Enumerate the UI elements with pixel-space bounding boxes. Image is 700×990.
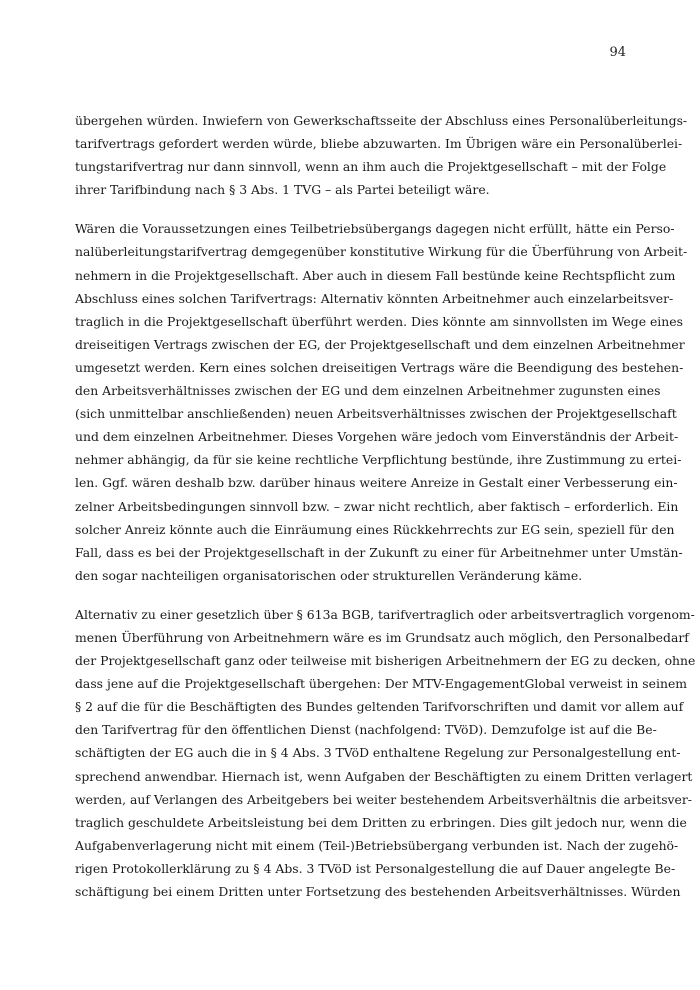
text-line: nehmern in die Projektgesellschaft. Aber auch in diesem Fall bestünde keine Rechtspflicht zum: [75, 267, 676, 283]
text-line: dass jene auf die Projektgesellschaft übergehen: Der MTV-EngagementGlobal verweist in seinem: [75, 676, 688, 692]
paragraph-1: [75, 109, 688, 201]
text-line: werden, auf Verlangen des Arbeitgebers bei weiter bestehendem Arbeitsverhältnis die arbeitsver-: [75, 791, 692, 807]
text-line: rigen Protokollerklärung zu § 4 Abs. 3 TVöD ist Personalgestellung die auf Dauer angelegte Be-: [75, 860, 676, 876]
paragraph-2: [75, 217, 688, 587]
text-line: traglich in die Projektgesellschaft überführt werden. Dies könnte am sinnvollsten im Wege eines: [75, 313, 683, 329]
text-line: (sich unmittelbar anschließenden) neuen Arbeitsverhältnisses zwischen der Projektgesellschaft: [75, 406, 677, 422]
text-line: schäftigten der EG auch die in § 4 Abs. 3 TVöD enthaltene Regelung zur Personalgestellung ent-: [75, 745, 681, 761]
text-line: ihrer Tarifbindung nach § 3 Abs. 1 TVG – als Partei beteiligt wäre.: [75, 182, 490, 198]
text-line: den Tarifvertrag für den öffentlichen Dienst (nachfolgend: TVöD). Demzufolge ist auf die Be-: [75, 722, 657, 738]
text-line: Aufgabenverlagerung nicht mit einem (Teil-)Betriebsübergang verbunden ist. Nach der zugehö-: [75, 837, 679, 853]
text-line: Alternativ zu einer gesetzlich über § 613a BGB, tarifvertraglich oder arbeitsvertraglich vorgenom-: [75, 606, 695, 622]
text-line: übergehen würden. Inwiefern von Gewerkschaftsseite der Abschluss eines Personalüberleitungs-: [75, 113, 688, 128]
page-number: 94: [609, 45, 626, 60]
text-line: den sogar nachteiligen organisatorischen oder strukturellen Veränderung käme.: [75, 567, 583, 583]
text-line: solcher Anreiz könnte auch die Einräumung eines Rückkehrrechts zur EG sein, speziell für den: [75, 521, 675, 537]
text-line: dreiseitigen Vertrags zwischen der EG, der Projektgesellschaft und dem einzelnen Arbeitnehmer: [75, 336, 685, 352]
text-line: zelner Arbeitsbedingungen sinnvoll bzw. – zwar nicht rechtlich, aber faktisch – erforderlich. Ein: [75, 498, 679, 514]
text-line: nalüberleitungstarifvertrag demgegenüber konstitutive Wirkung für die Überführung von Arbeit-: [75, 244, 688, 260]
text-line: menen Überführung von Arbeitnehmern wäre es im Grundsatz auch möglich, den Personalbedarf: [75, 629, 689, 645]
text-line: schäftigung bei einem Dritten unter Fortsetzung des bestehenden Arbeitsverhältnisses. Würden: [75, 884, 681, 899]
text-line: len. Ggf. wären deshalb bzw. darüber hinaus weitere Anreize in Gestalt einer Verbesserung ein-: [75, 475, 678, 491]
text-line: und dem einzelnen Arbeitnehmer. Dieses Vorgehen wäre jedoch vom Einverständnis der Arbeit-: [75, 429, 679, 445]
text-line: Fall, dass es bei der Projektgesellschaft in der Zukunft zu einer für Arbeitnehmer unter Umstän-: [75, 544, 683, 560]
text-line: sprechend anwendbar. Hiernach ist, wenn Aufgaben der Beschäftigten zu einem Dritten verlagert: [75, 768, 693, 784]
text-line: der Projektgesellschaft ganz oder teilweise mit bisherigen Arbeitnehmern der EG zu decken, ohne: [75, 653, 696, 669]
paragraph-3: [75, 603, 696, 903]
text-line: nehmer abhängig, da für sie keine rechtliche Verpflichtung bestünde, ihre Zustimmung zu ertei-: [75, 452, 682, 468]
text-line: Wären die Voraussetzungen eines Teilbetriebsübergangs dagegen nicht erfüllt, hätte ein Perso-: [75, 221, 675, 237]
text-line: traglich geschuldete Arbeitsleistung bei dem Dritten zu erbringen. Dies gilt jedoch nur, wenn die: [75, 814, 687, 830]
body-text: [75, 109, 696, 903]
text-line: den Arbeitsverhältnisses zwischen der EG und dem einzelnen Arbeitnehmer zugunsten eines: [75, 383, 661, 399]
text-line: § 2 auf die für die Beschäftigten des Bundes geltenden Tarifvorschriften und damit vor allem auf: [75, 699, 684, 715]
text-line: Abschluss eines solchen Tarifvertrags: Alternativ könnten Arbeitnehmer auch einzelarbeitsver-: [75, 290, 674, 306]
text-line: umgesetzt werden. Kern eines solchen dreiseitigen Vertrags wäre die Beendigung des bestehen-: [75, 359, 684, 375]
text-line: tungstarifvertrag nur dann sinnvoll, wenn an ihm auch die Projektgesellschaft – mit der Folge: [75, 159, 667, 175]
text-line: tarifvertrags gefordert werden würde, bliebe abzuwarten. Im Übrigen wäre ein Personalüberlei-: [75, 136, 683, 152]
